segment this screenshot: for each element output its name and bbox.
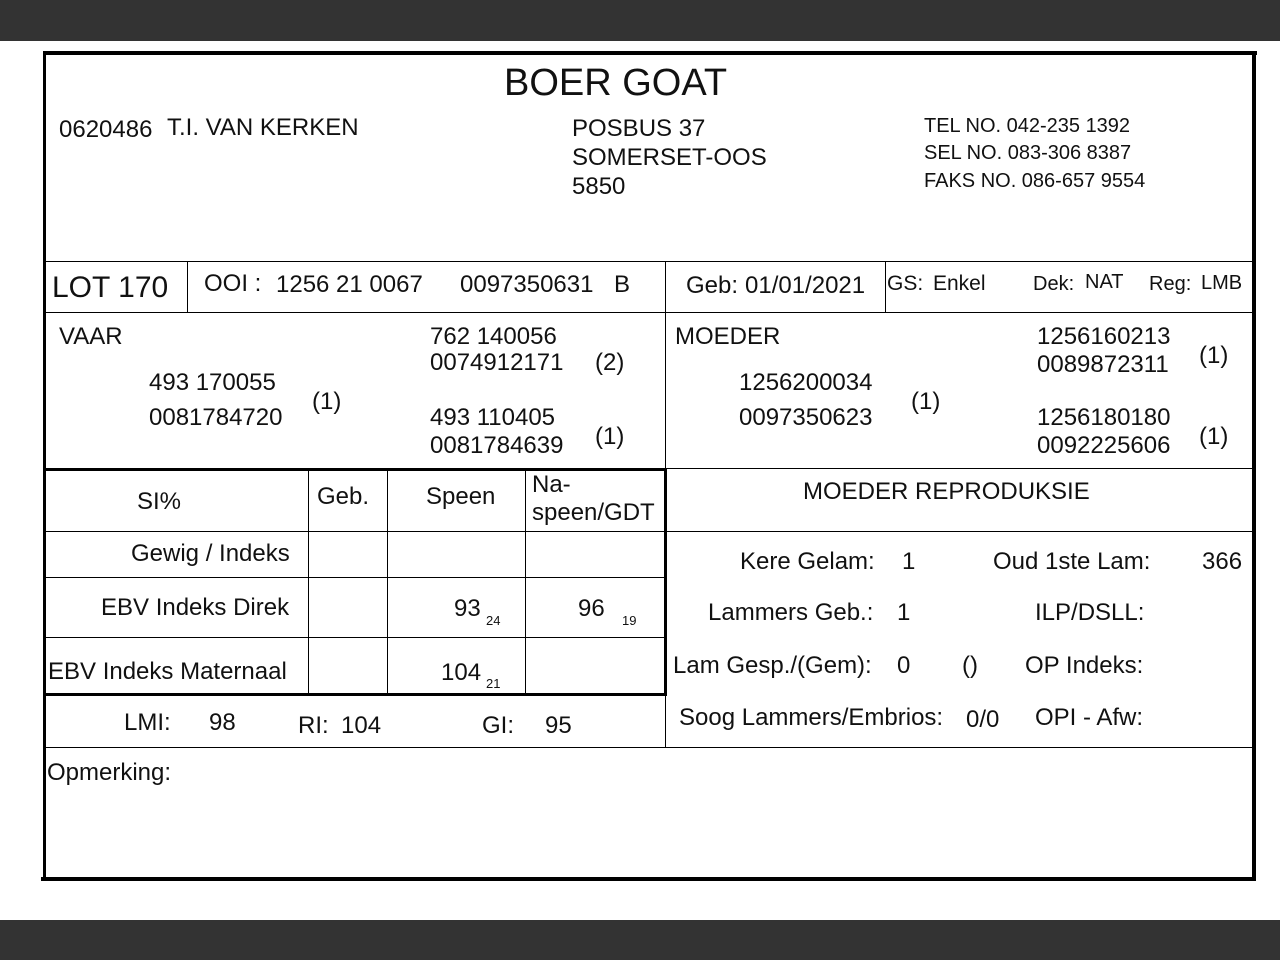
birth-date: 01/01/2021: [745, 272, 866, 299]
ooi-number: 1256 21 0067: [276, 271, 423, 298]
direk-speen-sub: 24: [486, 613, 501, 628]
vaar-label: VAAR: [59, 323, 123, 350]
divider-geb-right: [885, 262, 886, 312]
soog-label: Soog Lammers/Embrios:: [679, 704, 944, 731]
opmerking-label: Opmerking:: [47, 759, 172, 786]
index-header-speen: Speen: [426, 483, 496, 510]
ooi-label: OOI :: [204, 270, 262, 297]
index-row-label-direk: EBV Indeks Direk: [101, 594, 290, 621]
vaar-id: 0081784720: [149, 404, 283, 431]
dek-label: Dek:: [1033, 273, 1075, 295]
tel-number: TEL NO. 042-235 1392: [924, 115, 1131, 137]
moeder-dam-count: (1): [1199, 423, 1229, 450]
vaar-count: (1): [312, 388, 342, 415]
kere-gelam-label: Kere Gelam:: [740, 548, 875, 575]
vaar-sire-count: (2): [595, 349, 625, 376]
opi-afw-label: OPI - Afw:: [1035, 704, 1144, 731]
divider-lot-right: [187, 262, 188, 312]
moeder-label: MOEDER: [675, 323, 781, 350]
ri-label: RI:: [298, 712, 329, 739]
index-header-geb: Geb.: [317, 483, 370, 510]
address-line-2: SOMERSET-OOS: [572, 144, 767, 171]
sel-number: SEL NO. 083-306 8387: [924, 142, 1132, 164]
index-col-divider-3: [525, 471, 526, 693]
divider-index-row2: [46, 637, 666, 638]
faks-number: FAKS NO. 086-657 9554: [924, 170, 1146, 192]
index-row-label-gewig: Gewig / Indeks: [131, 540, 290, 567]
lmi-value: 98: [209, 709, 236, 736]
vaar-dam-number: 493 110405: [430, 404, 556, 431]
dek-value: NAT: [1085, 271, 1124, 293]
oud-1ste-lam-label: Oud 1ste Lam:: [993, 548, 1151, 575]
reg-value: LMB: [1201, 272, 1243, 294]
reproduksie-title: MOEDER REPRODUKSIE: [803, 478, 1090, 505]
lam-gesp-value: 0: [897, 652, 911, 679]
divider-lot-row: [46, 312, 1254, 313]
divider-totals-bottom: [46, 747, 1254, 748]
vaar-dam-count: (1): [595, 423, 625, 450]
ooi-id: 0097350631: [460, 271, 594, 298]
index-header-si: SI%: [137, 488, 182, 515]
moeder-count: (1): [911, 388, 941, 415]
lam-gesp-gem-value: (): [962, 652, 978, 679]
direk-naspeen-sub: 19: [622, 613, 637, 628]
index-col-divider-1: [308, 471, 309, 693]
lammers-geb-label: Lammers Geb.:: [708, 599, 874, 626]
divider-index-bottom: [46, 693, 666, 696]
maternaal-speen-sub: 21: [486, 676, 501, 691]
oud-1ste-lam-value: 366: [1202, 548, 1243, 575]
divider-pedigree-right: [666, 468, 1254, 469]
moeder-sire-count: (1): [1199, 342, 1229, 369]
card-border-right: [1252, 51, 1256, 881]
kere-gelam-value: 1: [902, 548, 916, 575]
moeder-number: 1256200034: [739, 369, 873, 396]
divider-pedigree: [46, 468, 666, 471]
card-border-top: [43, 51, 1257, 55]
gs-label: GS:: [887, 272, 924, 295]
geb-label: Geb:: [686, 272, 739, 299]
divider-index-header: [46, 531, 1254, 532]
soog-value: 0/0: [966, 706, 1000, 733]
lammers-geb-value: 1: [897, 599, 911, 626]
index-col-divider-2: [387, 471, 388, 693]
index-header-naspeen-1: Na-: [532, 471, 571, 498]
bottom-letterbox-bar: [0, 920, 1280, 960]
maternaal-speen-value: 104: [441, 659, 482, 686]
owner-id: 0620486: [59, 116, 153, 143]
divider-index-row1: [46, 577, 666, 578]
moeder-id: 0097350623: [739, 404, 873, 431]
direk-naspeen-value: 96: [578, 595, 605, 622]
index-row-label-maternaal: EBV Indeks Maternaal: [48, 658, 287, 685]
reg-label: Reg:: [1149, 273, 1192, 295]
card-border-left: [43, 51, 46, 881]
owner-name: T.I. VAN KERKEN: [167, 114, 359, 141]
gs-value: Enkel: [933, 272, 986, 295]
card-title: BOER GOAT: [504, 62, 728, 104]
ilp-dsll-label: ILP/DSLL:: [1035, 599, 1145, 626]
gi-value: 95: [545, 712, 572, 739]
vaar-sire-id: 0074912171: [430, 349, 564, 376]
moeder-sire-number: 1256160213: [1037, 323, 1171, 350]
lam-gesp-label: Lam Gesp./(Gem):: [673, 652, 872, 679]
direk-speen-value: 93: [454, 595, 481, 622]
moeder-dam-number: 1256180180: [1037, 404, 1171, 431]
index-header-naspeen-2: speen/GDT: [532, 499, 655, 526]
address-line-1: POSBUS 37: [572, 115, 706, 142]
lot-number: LOT 170: [52, 271, 169, 304]
op-indeks-label: OP Indeks:: [1025, 652, 1144, 679]
card-border-bottom: [41, 877, 1253, 881]
gi-label: GI:: [482, 712, 515, 739]
vaar-sire-number: 762 140056: [430, 323, 557, 350]
top-letterbox-bar: [0, 0, 1280, 41]
divider-header: [46, 261, 1254, 262]
index-table-right: [664, 468, 667, 696]
moeder-sire-id: 0089872311: [1037, 351, 1169, 378]
address-line-3: 5850: [572, 173, 626, 200]
lmi-label: LMI:: [124, 709, 171, 736]
vaar-dam-id: 0081784639: [430, 432, 564, 459]
vaar-number: 493 170055: [149, 369, 276, 396]
ooi-grade: B: [614, 271, 631, 298]
ri-value: 104: [341, 712, 382, 739]
moeder-dam-id: 0092225606: [1037, 432, 1171, 459]
